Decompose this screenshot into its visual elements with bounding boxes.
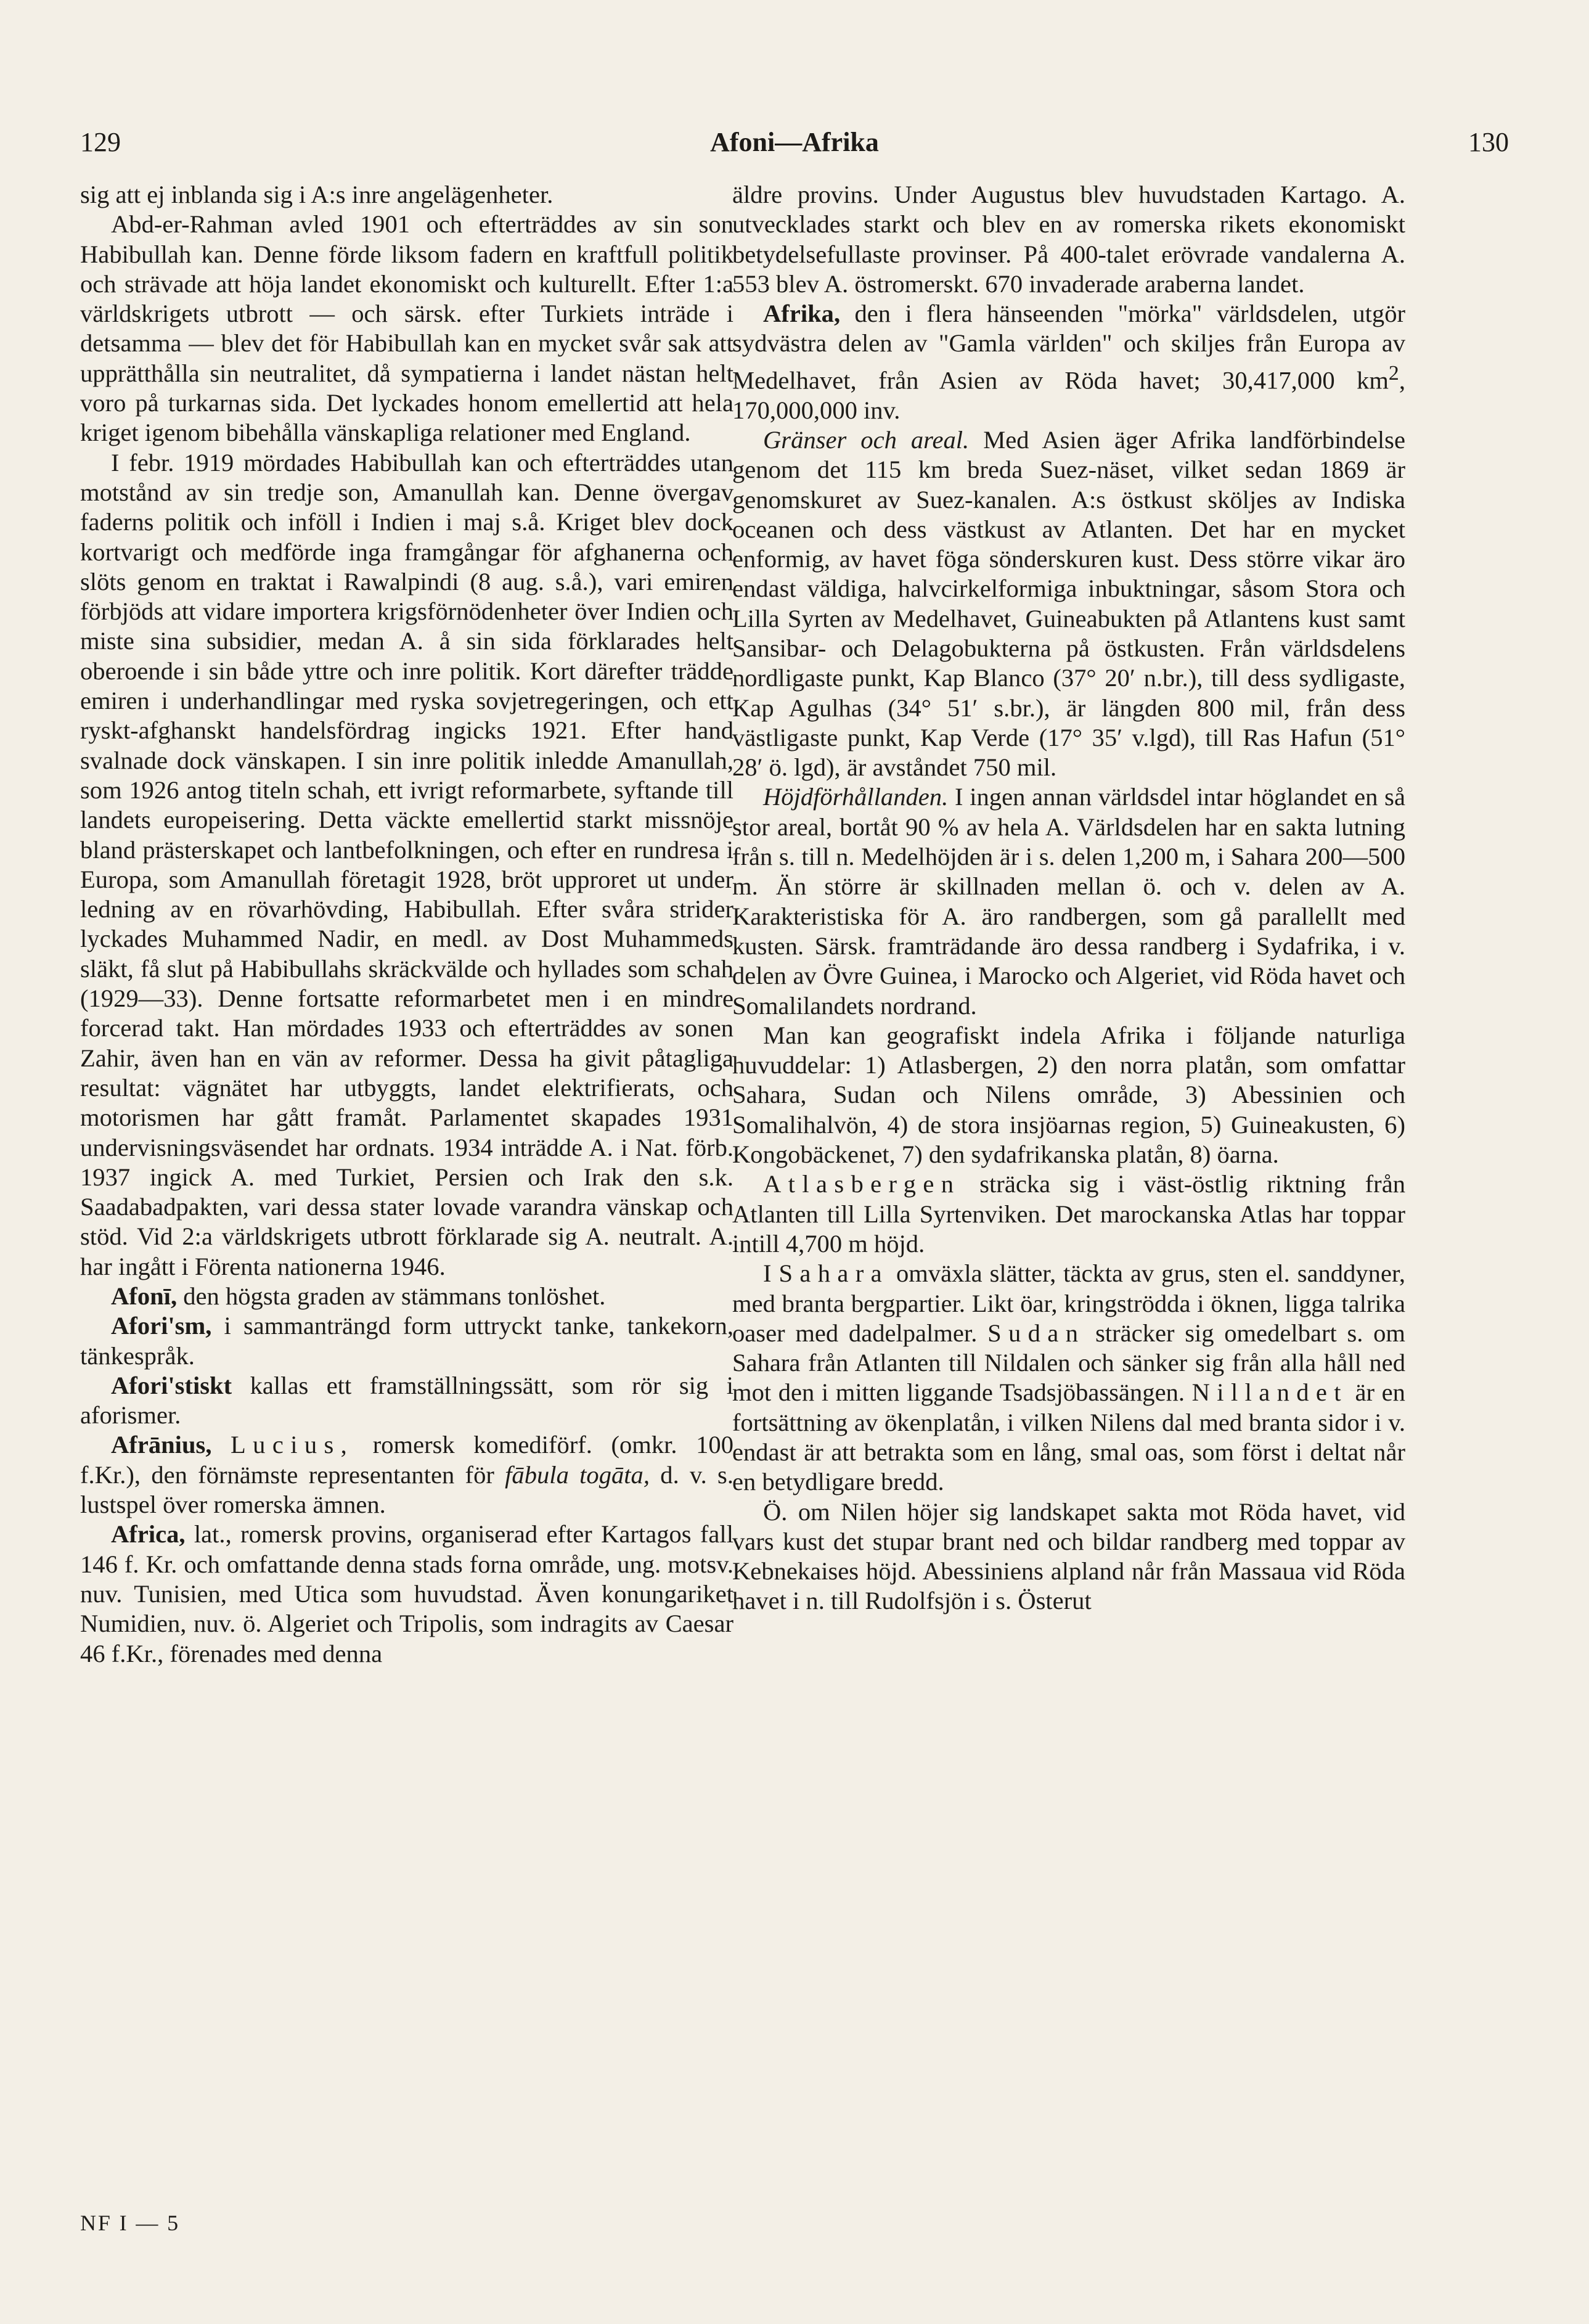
- section-heading: Höjdförhållanden.: [763, 783, 949, 811]
- section-text: I ingen annan världsdel intar höglandet en så stor areal, bortåt 90 % av hela A. Världsdelen har en sakta lutning från s. till n. Medelhöjden är i s. delen 1,200 m, i Sahara 200—500 m. Än större är skillnaden mellan ö. och v. delen av A. Karakteristiska för A. äro randbergen, som gå parallellt med kusten. Särsk. framträdande äro dessa randberg i Sydafrika, i v. delen av Övre Guinea, i Marocko och Algeriet, vid Röda havet och Somalilandets nordrand.: [732, 783, 1405, 1020]
- entry-africa: [80, 1520, 733, 1668]
- headword: Afonī,: [111, 1282, 178, 1310]
- section-granser: [732, 425, 1405, 783]
- section-text: Med Asien äger Afrika landförbindelse genom det 115 km breda Suez-näset, vilket sedan 1869 är genomskuret av Suez-kanalen. A:s östkust sköljes av Indiska oceanen och dess västkust av Atlanten. Det har en mycket enformig, av havet föga sönderskuren kust. Dess större vikar äro endast väldiga, halvcirkelformiga inbuktningar, såsom Stora och Lilla Syrten av Medelhavet, Guineabukten på Atlantens kust samt Sansibar- och Delagobukterna på östkusten. Från världsdelens nordligaste punkt, Kap Blanco (37° 20′ n.br.), till dess sydligaste, Kap Agulhas (34° 51′ s.br.), är längden 800 mil, från dess västligaste punkt, Kap Verde (17° 35′ v.lgd), till Ras Hafun (51° 28′ ö. lgd), är avståndet 750 mil.: [732, 425, 1405, 782]
- headword: Afrika,: [763, 300, 841, 328]
- signature-mark: NF I — 5: [80, 2211, 181, 2235]
- left-column: [80, 180, 733, 1669]
- entry-aforism: [80, 1311, 733, 1371]
- section-text: omväxla slätter, täckta av grus, sten el. sanddyner, med branta bergpartier. Likt öar, kringströdda i öknen, ligga talrika oaser med dadelpalmer.: [732, 1259, 1405, 1347]
- headword: Afrānius,: [111, 1431, 212, 1459]
- section-sahara: [732, 1259, 1405, 1497]
- section-text: är en fortsättning av ökenplatån, i vilken Nilens dal med branta sidor i v. endast är att betrakta som en lång, smal oas, som först i deltat når en betydligare bredd.: [732, 1378, 1405, 1496]
- section-heading: Gränser och areal.: [763, 425, 970, 454]
- section-hojd: [732, 782, 1405, 1020]
- right-column: [732, 180, 1405, 1616]
- spaced-term: Sudan: [987, 1319, 1085, 1347]
- section-text: sträcka sig i väst-östlig riktning från Atlanten till Lilla Syrtenviken. Det marockanska Atlas har toppar intill 4,700 m höjd.: [732, 1170, 1405, 1258]
- page-title: Afoni—Afrika: [710, 127, 879, 157]
- entry-text: den i flera hänseenden "mörka" världsdelen, utgör sydvästra delen av "Gamla världen" och skiljes från Europa av Medelhavet, från Asien av Röda havet; 30,417,000 km: [732, 300, 1405, 395]
- spaced-name: Lucius,: [231, 1431, 354, 1459]
- entry-afrika: [732, 299, 1405, 425]
- entry-text: romersk komediförf. (omkr. 100 f.Kr.), den förnämste representanten för: [80, 1431, 733, 1489]
- headword: Afori'stiskt: [111, 1371, 232, 1399]
- entry-text: lat., romersk provins, organiserad efter Kartagos fall 146 f. Kr. och omfattande denna stads forna område, ung. motsv. nuv. Tunisien, med Utica som huvudstad. Även konungariket Numidien, nuv. ö. Algeriet och Tripolis, som indragits av Caesar 46 f.Kr., förenades med denna: [80, 1520, 733, 1667]
- section-text: I: [763, 1259, 779, 1288]
- entry-afoni: [80, 1282, 733, 1311]
- paragraph: Abd-er-Rahman avled 1901 och efterträddes av sin son Habibullah kan. Denne förde liksom fadern en kraftfull politik och strävade att höja landet ekonomiskt och kulturellt. Efter 1:a världskrigets utbrott — och särsk. efter Turkiets inträde i detsamma — blev det för Habibullah kan en mycket svår sak att upprätthålla sin neutralitet, då sympatierna i landet nästan helt voro på turkarnas sida. Det lyckades honom emellertid att hela kriget igenom bibehålla vänskapliga relationer med England.: [80, 210, 733, 447]
- paragraph: Man kan geografiskt indela Afrika i följande naturliga huvuddelar: 1) Atlasbergen, 2) den norra platån, som omfattar Sahara, Sudan och Nilens område, 3) Abessinien och Somalihalvön, 4) de stora insjöarnas region, 5) Guineakusten, 6) Kongobäckenet, 7) den sydafrikanska platån, 8) öarna.: [732, 1021, 1405, 1169]
- spaced-term: Sahara: [778, 1259, 889, 1288]
- paragraph: Ö. om Nilen höjer sig landskapet sakta mot Röda havet, vid vars kust det stupar brant ned och bildar randberg med toppar av Kebnekaises höjd. Abessiniens alpland når från Massaua vid Röda havet i n. till Rudolfsjön i s. Österut: [732, 1497, 1405, 1615]
- headword: Afori'sm,: [111, 1312, 212, 1340]
- entry-text: kallas ett framställningssätt, som rör sig i aforismer.: [80, 1371, 733, 1430]
- entry-aforistiskt: [80, 1371, 733, 1431]
- italic-term: fābula togāta,: [505, 1460, 650, 1489]
- page-number-left: 129: [80, 127, 121, 157]
- entry-text: i sammanträngd form uttryckt tanke, tankekorn, tänkespråk.: [80, 1312, 733, 1370]
- spaced-term: Atlasbergen: [763, 1170, 961, 1198]
- page-header: [80, 126, 1509, 170]
- entry-text: , 170,000,000 inv.: [732, 366, 1405, 424]
- page-number-right: 130: [1468, 127, 1509, 157]
- entry-text: den högsta graden av stämmans tonlöshet.: [177, 1282, 606, 1310]
- superscript: 2: [1388, 361, 1399, 385]
- paragraph: äldre provins. Under Augustus blev huvudstaden Kartago. A. utvecklades starkt och blev en av romerska rikets ekonomiskt betydelsefullaste provinser. På 400-talet erövrade vandalerna A. 553 blev A. östromerskt. 670 invaderade araberna landet.: [732, 181, 1405, 298]
- entry-afranius: [80, 1430, 733, 1520]
- paragraph: I febr. 1919 mördades Habibullah kan och efterträddes utan motstånd av sin tredje son, Amanullah kan. Denne övergav faderns politik och inföll i Indien i maj s.å. Kriget blev dock kortvarigt och medförde inga framgångar för afghanerna och slöts genom en traktat i Rawalpindi (8 aug. s.å.), vari emiren förbjöds att vidare importera krigsförnödenheter över Indien och miste sina subsidier, medan A. å sin sida förklarades helt oberoende i sin både yttre och inre politik. Kort därefter trädde emiren i underhandlingar med ryska sovjetregeringen, och ett ryskt-afghanskt handelsfördrag ingicks 1921. Efter hand svalnade dock vänskapen. I sin inre politik inledde Amanullah, som 1926 antog titeln schah, ett ivrigt reformarbete, syftande till landets europeisering. Detta väckte emellertid starkt missnöje bland prästerskapet och lantbefolkningen, och efter en rundresa i Europa, som Amanullah företagit 1928, bröt upproret ut under ledning av en rövarhövding, Habibullah. Efter svåra strider lyckades Muhammed Nadir, en medl. av Dost Muhammeds släkt, få slut på Habibullahs skräckvälde och hyllades som schah (1929—33). Denne fortsatte reformarbetet men i en mindre forcerad takt. Han mördades 1933 och efterträddes av sonen Zahir, även han en vän av reformer. Dessa ha givit påtagliga resultat: vägnätet har utbyggts, landet elektrifierats, och motorismen har gått framåt. Parlamentet skapades 1931 undervisningsväsendet har ordnats. 1934 inträdde A. i Nat. förb. 1937 ingick A. med Turkiet, Persien och Irak den s.k. Saadabadpakten, vari dessa stater lovade varandra vänskap och stöd. Vid 2:a världskrigets utbrott förklarade sig A. neutralt. A. har ingått i Förenta nationerna 1946.: [80, 448, 733, 1280]
- spaced-term: Nillandet: [1191, 1378, 1348, 1407]
- headword: Africa,: [111, 1520, 186, 1549]
- entry-text: d. v. s. lustspel över romerska ämnen.: [80, 1460, 733, 1519]
- section-atlas: [732, 1169, 1405, 1259]
- paragraph: sig att ej inblanda sig i A:s inre angelägenheter.: [80, 181, 553, 208]
- section-text: sträcker sig omedelbart s. om Sahara från Atlanten till Nildalen och sänker sig från alla håll ned mot den i mitten liggande Tsadsjöbassängen.: [732, 1319, 1405, 1407]
